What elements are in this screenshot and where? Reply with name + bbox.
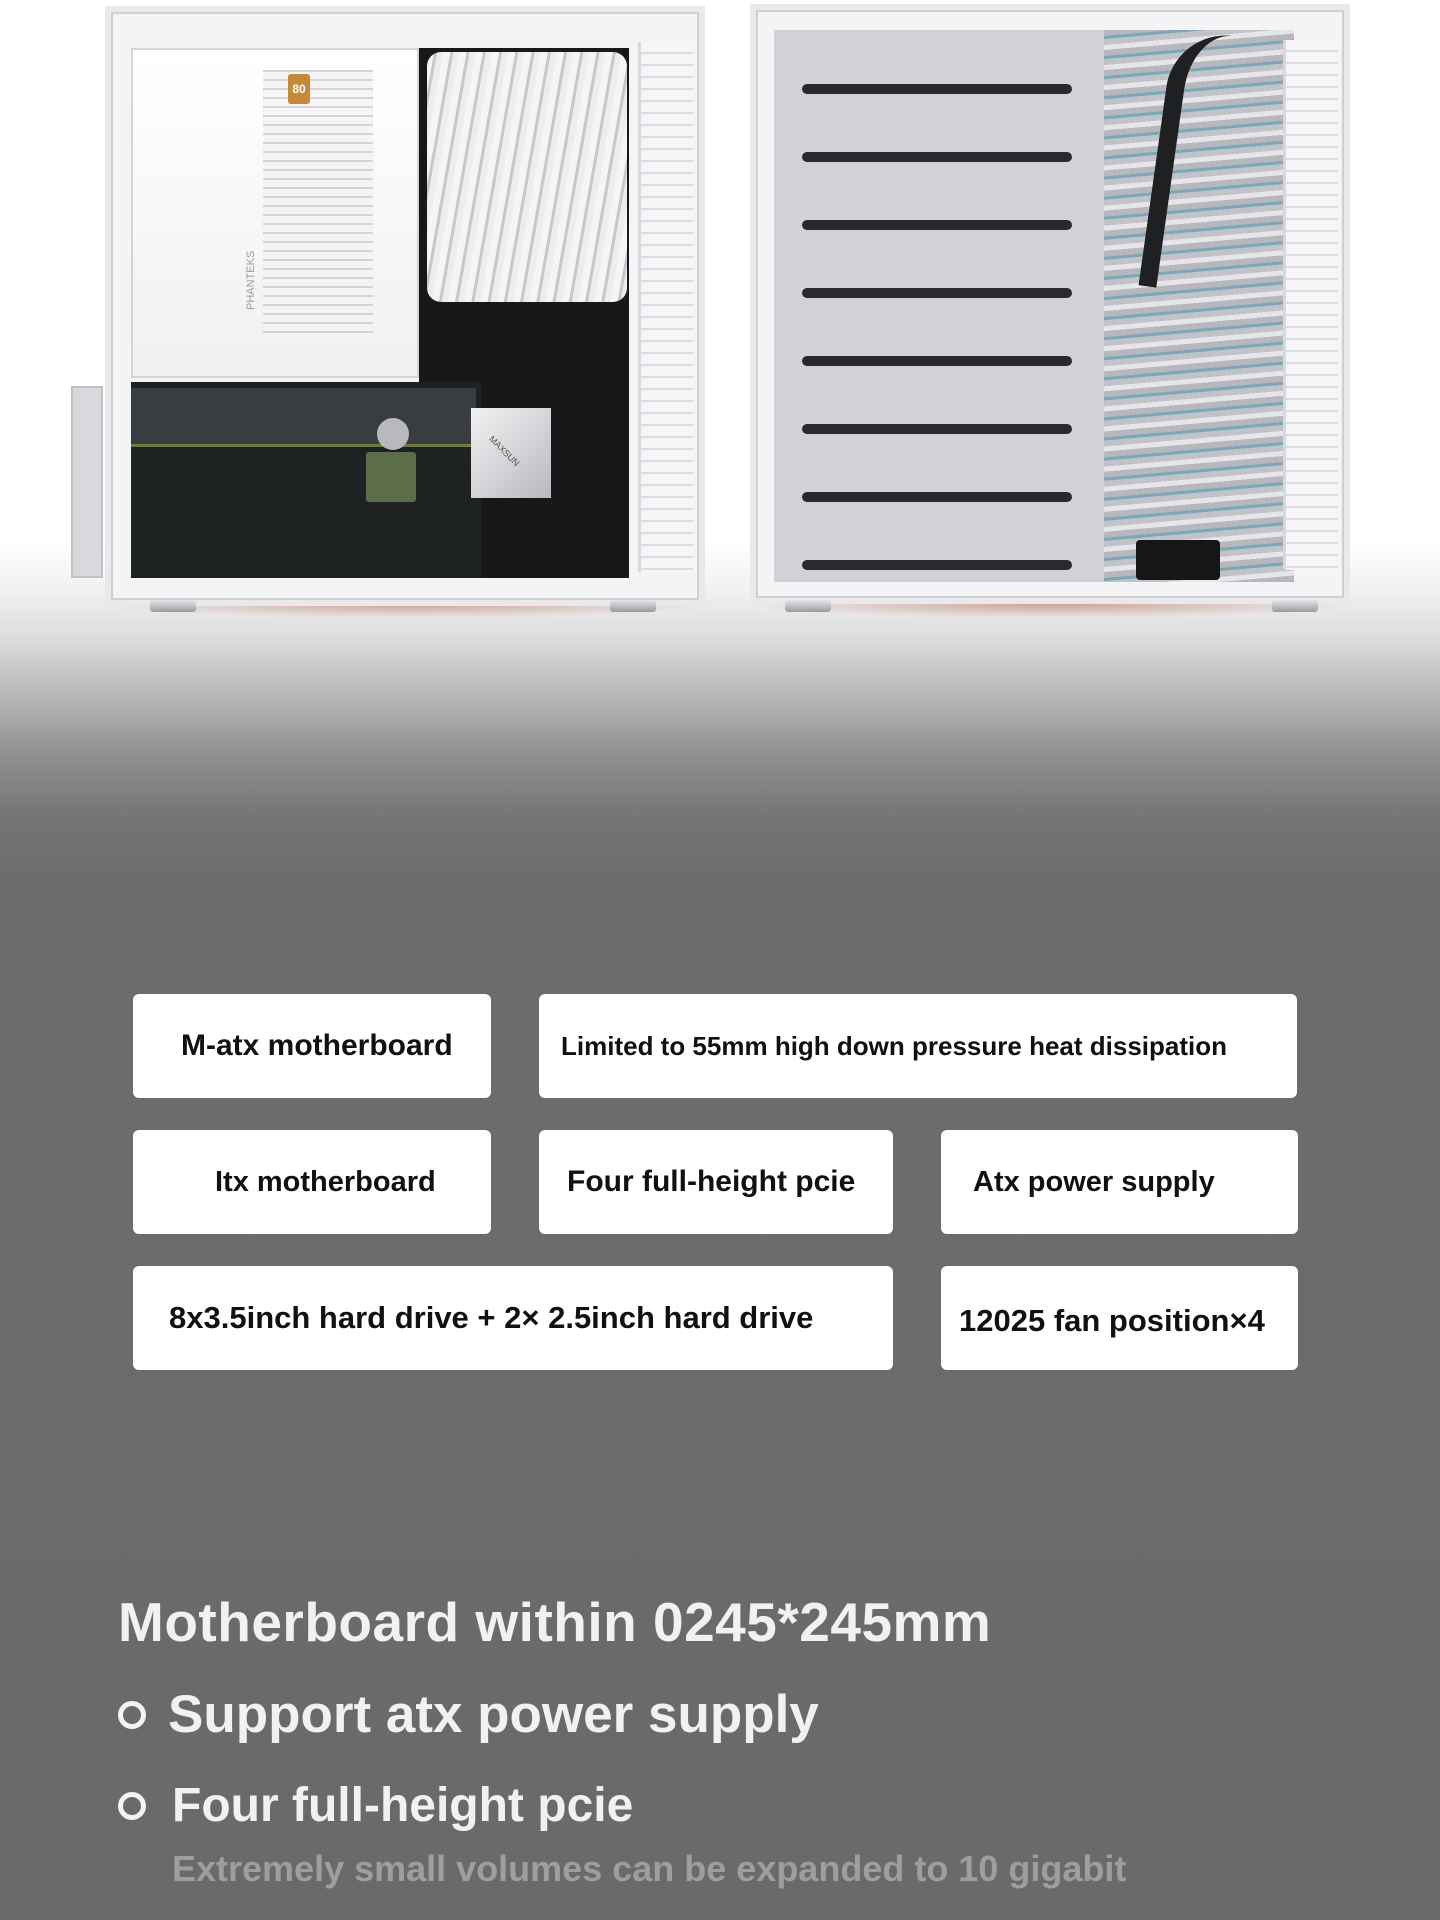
case-foot (1272, 600, 1318, 612)
tag-fan-positions (941, 1266, 1298, 1370)
tag-heat-dissipation (539, 994, 1297, 1098)
drive-slot (802, 424, 1072, 434)
bullet-text: Support atx power supply (168, 1685, 819, 1744)
psu-spec-label (263, 70, 373, 340)
drive-slot (802, 560, 1072, 570)
drive-slot (802, 152, 1072, 162)
tag-itx-motherboard (133, 1130, 491, 1234)
gpu-card (131, 388, 476, 447)
bullet-four-pcie (118, 1778, 633, 1833)
tag-text: 12025 fan position×4 (959, 1303, 1265, 1338)
psu-cables (427, 52, 627, 302)
drive-slot (802, 84, 1072, 94)
tag-text: Four full-height pcie (567, 1165, 856, 1198)
bullet-atx-psu (118, 1684, 819, 1745)
drive-slot (802, 356, 1072, 366)
case-foot (610, 600, 656, 612)
drive-backplate (774, 30, 1104, 582)
tag-text: 8x3.5inch hard drive + 2× 2.5inch hard drive (169, 1300, 814, 1335)
board-brand-text: MAXSUN (487, 433, 522, 469)
wifi-module (366, 452, 416, 502)
chipset-heatsink (471, 408, 551, 498)
case-interior-view (105, 6, 705, 606)
tag-matx-motherboard (133, 994, 491, 1098)
circle-bullet-icon (118, 1792, 146, 1820)
case-foot (785, 600, 831, 612)
circle-bullet-icon (118, 1701, 146, 1729)
headline: Motherboard within 0245*245mm (118, 1591, 992, 1653)
tag-text: Atx power supply (973, 1165, 1215, 1198)
tag-hard-drives (133, 1266, 893, 1370)
pcie-bracket (71, 386, 103, 578)
power-supply (131, 48, 419, 378)
psu-brand-text: PHANTEKS (245, 250, 257, 310)
case-foot (150, 600, 196, 612)
bullet-text: Four full-height pcie (172, 1779, 634, 1832)
drive-slot (802, 492, 1072, 502)
case-drive-side-view (750, 4, 1350, 604)
tag-text: Itx motherboard (215, 1165, 436, 1198)
drive-slot (802, 288, 1072, 298)
psu-badge-text: 80 (292, 82, 306, 96)
psu-80plus-badge (288, 74, 310, 104)
tag-text: Limited to 55mm high down pressure heat dissipation (561, 1030, 1227, 1061)
expansion-board (131, 382, 481, 578)
tag-four-pcie (539, 1130, 893, 1234)
tag-text: M-atx motherboard (181, 1029, 453, 1062)
fan-bay (1283, 40, 1338, 570)
tag-atx-psu (941, 1130, 1298, 1234)
fan-bay (638, 42, 693, 572)
drive-slot (802, 220, 1072, 230)
cmos-battery (377, 418, 409, 450)
subtext: Extremely small volumes can be expanded to 10 gigabit (172, 1848, 1127, 1889)
controller-box (1136, 540, 1220, 580)
